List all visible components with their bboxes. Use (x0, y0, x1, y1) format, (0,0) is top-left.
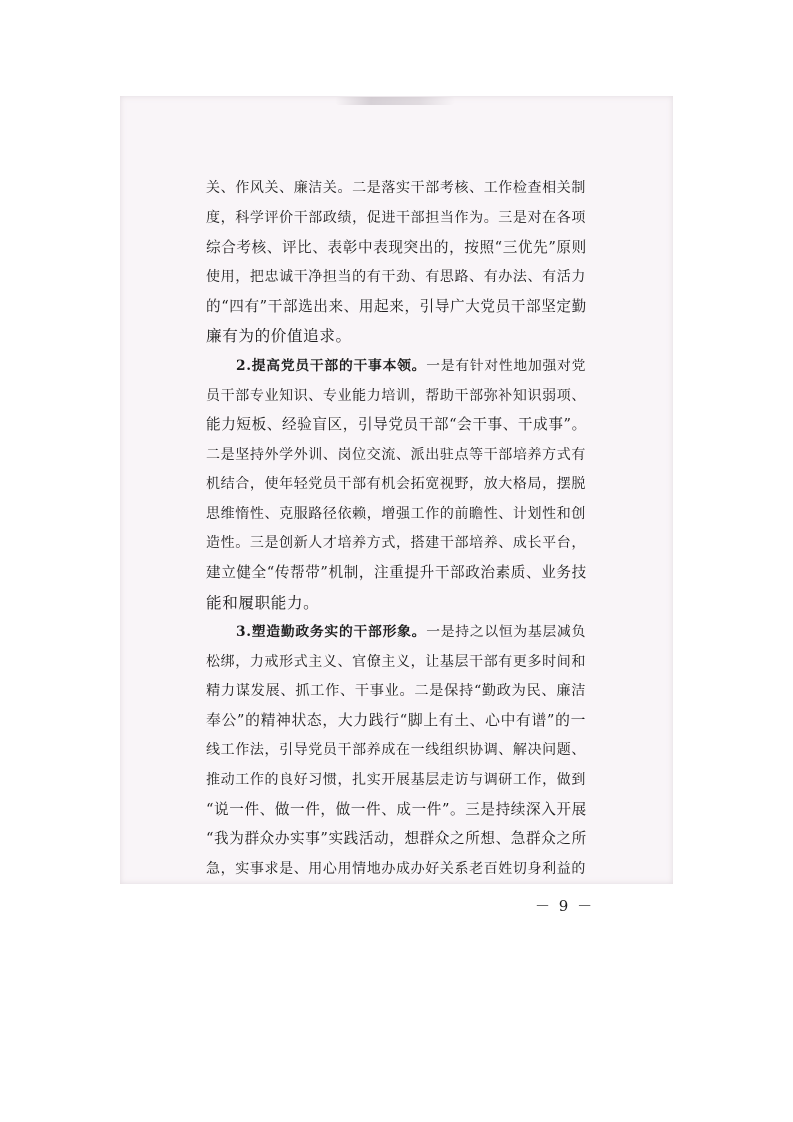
text-line: 员干部专业知识、专业能力培训，帮助干部弥补知识弱项、 (206, 388, 586, 404)
text-line: 能和履职能力。 (206, 594, 320, 612)
text-span: 一是有针对性地加强对党 (426, 358, 586, 374)
text-line: 使用，把忠诚干净担当的有干劲、有思路、有办法、有活力 (206, 269, 586, 285)
paragraph-first-line (236, 622, 586, 642)
scan-smudge (335, 97, 455, 105)
text-line: 思维惰性、克服路径依赖，增强工作的前瞻性、计划性和创 (206, 506, 586, 522)
section-heading: 2.提高党员干部的干事本领。 (236, 358, 427, 374)
text-line: 急，实事求是、用心用情地办成办好关系老百姓切身利益的 (206, 861, 586, 877)
text-line: “说一件、做一件，做一件、成一件”。三是持续深入开展 (206, 801, 587, 818)
text-line: 机结合，使年轻党员干部有机会拓宽视野，放大格局，摆脱 (206, 476, 586, 492)
text-line: 造性。三是创新人才培养方式，搭建干部培养、成长平台， (206, 535, 586, 551)
text-line: 精力谋发展、抓工作、干事业。二是保持“勤政为民、廉洁 (206, 683, 586, 699)
text-line: “我为群众办实事”实践活动，想群众之所想、急群众之所 (206, 830, 587, 847)
text-line: 廉有为的价值追求。 (206, 327, 352, 345)
text-line: 松绑，力戒形式主义、官僚主义，让基层干部有更多时间和 (206, 654, 586, 670)
text-line: 度，科学评价干部政绩，促进干部担当作为。三是对在各项 (206, 210, 586, 226)
text-line: 关、作风关、廉洁关。二是落实干部考核、工作检查相关制 (206, 180, 586, 196)
page-number: － 9 － (535, 897, 595, 915)
scanned-page (120, 96, 673, 884)
text-line: 建立健全“传帮带”机制，注重提升干部政治素质、业务技 (206, 564, 587, 581)
text-line: 推动工作的良好习惯，扎实开展基层走访与调研工作，做到 (206, 772, 586, 788)
section-heading: 3.塑造勤政务实的干部形象。 (236, 624, 427, 640)
text-line: 能力短板、经验盲区，引导党员干部“会干事、干成事”。 (206, 416, 587, 433)
text-line: 二是坚持外学外训、岗位交流、派出驻点等干部培养方式有 (206, 447, 586, 463)
text-line: 奉公”的精神状态，大力践行“脚上有土、心中有谱”的一 (206, 712, 586, 729)
paragraph-first-line (236, 356, 586, 376)
text-line: 综合考核、评比、表彰中表现突出的，按照“三优先”原则 (206, 239, 587, 256)
text-line: 的“四有”干部选出来、用起来，引导广大党员干部坚定勤 (206, 298, 587, 315)
text-line: 线工作法，引导党员干部养成在一线组织协调、解决问题、 (206, 742, 586, 758)
text-span: 一是持之以恒为基层减负 (426, 624, 586, 640)
